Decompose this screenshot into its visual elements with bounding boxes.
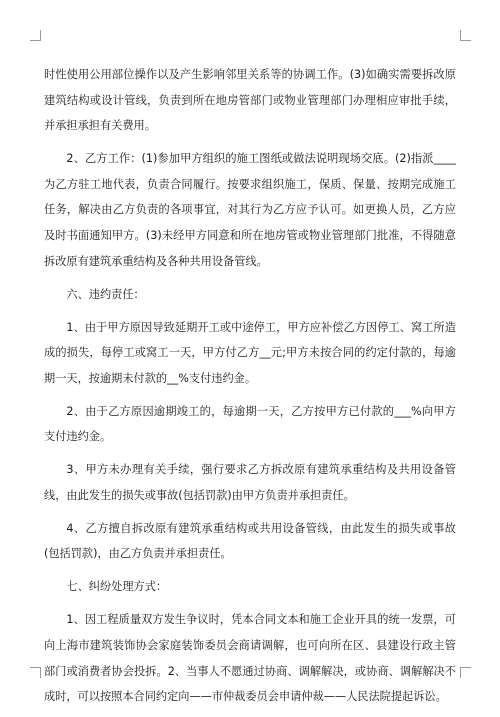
crop-mark-bottom-left — [30, 667, 41, 678]
section-heading-liability: 六、违约责任： — [66, 287, 145, 301]
paragraph-liability-3: 3、甲方未办理有关手续，强行要求乙方拆改原有建筑承重结构及共用设备管线，由此发生的损失或事故(包括罚款)由甲方负责并承担责任。 — [44, 463, 456, 502]
paragraph-disputes-1: 1、因工程质量双方发生争议时，凭本合同文本和施工企业开具的统一发票，可向上海市建筑装饰协会家庭装饰委员会商请调解，也可向所在区、县建设行政主管部门或消费者协会投拆。2、当事人不愿通过协商、调解解决，或协商、调解解决不成时，可以按照本合同约定向——市仲裁委员会申请仲裁——人民法院提起诉讼。 — [44, 613, 456, 704]
crop-mark-top-right — [460, 30, 471, 41]
paragraph-party-b-duties: 2、乙方工作：(1)参加甲方组织的施工图纸或做法说明现场交底。(2)指派____为乙方驻工地代表，负责合同履行。按要求组织施工，保质、保量、按期完成施工任务，解决由乙方负责的各项事宜，对其行为乙方应予认可。如更换人员，乙方应及时书面通知甲方。(3)未经甲方同意和所在地房管或物业管理部门批准，不得随意拆改原有建筑承重结构及各种共用设备管线。 — [44, 152, 456, 268]
crop-mark-top-left — [30, 30, 41, 41]
paragraph-liability-2: 2、由于乙方原因逾期竣工的，每逾期一天，乙方按甲方已付款的___%向甲方支付违约金。 — [44, 404, 456, 444]
document-body — [44, 62, 456, 717]
paragraph-liability-1: 1、由于甲方原因导致延期开工或中途停工，甲方应补偿乙方因停工、窝工所造成的损失，每停工或窝工一天，甲方付乙方__元;甲方未按合同的约定付款的，每逾期一天，按逾期未付款的__%支付违约金。 — [44, 320, 456, 385]
crop-mark-bottom-right — [460, 667, 471, 678]
paragraph-liability-4: 4、乙方擅自拆改原有建筑承重结构或共用设备管线，由此发生的损失或事故(包括罚款)，由乙方负责并承担责任。 — [44, 521, 456, 561]
paragraph-continuation: 时性使用公用部位操作以及产生影响邻里关系等的协调工作。(3)如确实需要拆改原建筑结构或设计管线，负责到所在地房管部门或物业管理部门办理相应审批手续，并承担承担有关费用。 — [44, 68, 456, 133]
section-heading-disputes: 七、纠纷处理方式： — [66, 580, 168, 594]
